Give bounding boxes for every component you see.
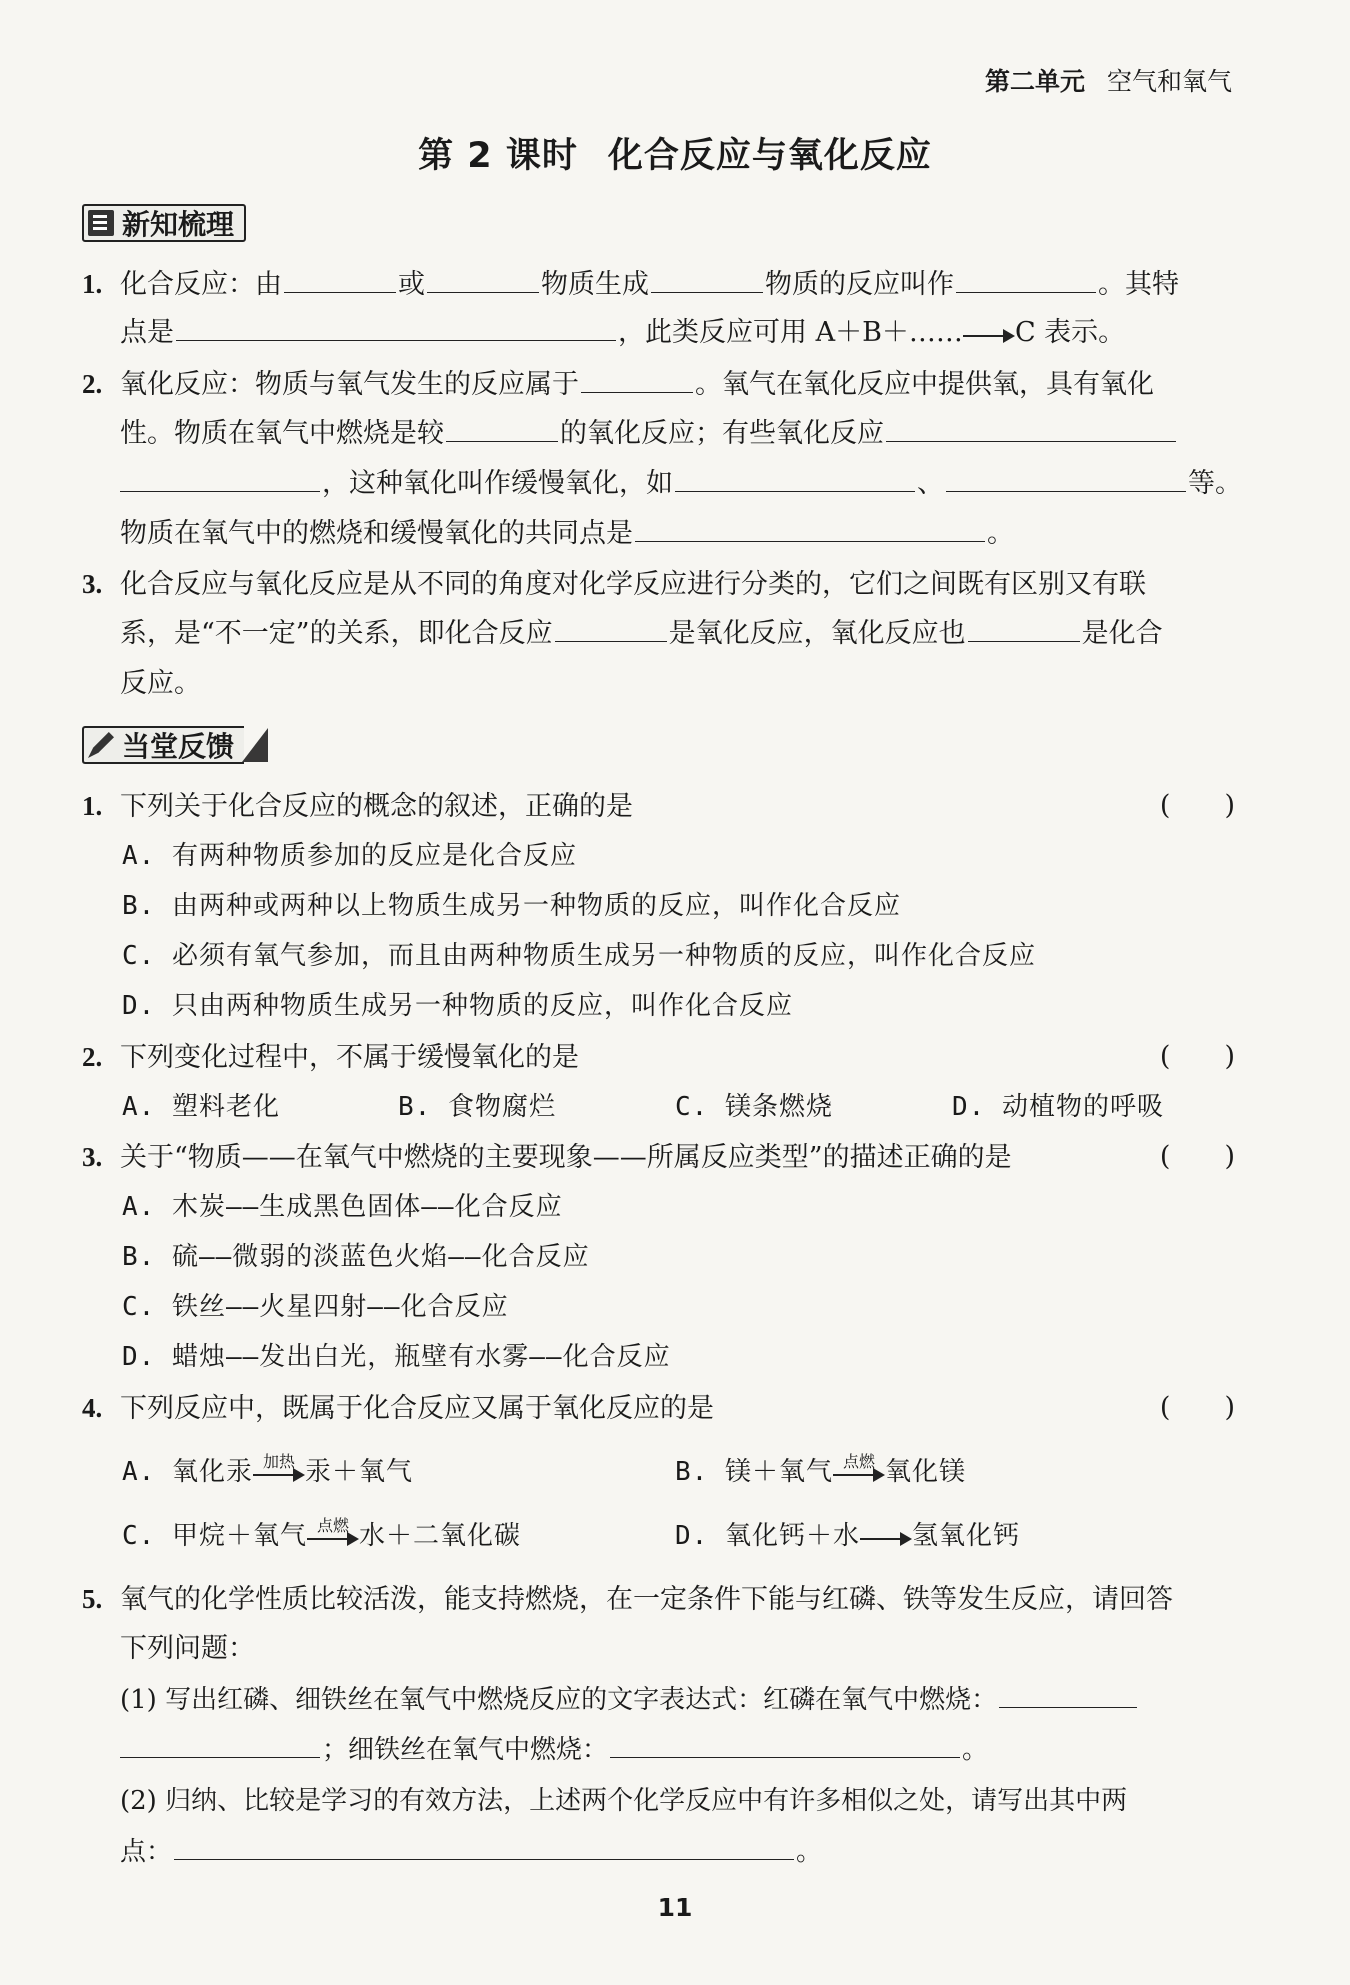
reaction-arrow-icon xyxy=(253,1451,305,1486)
knowledge-item-3-line1 xyxy=(82,564,1146,605)
question-number: 1. xyxy=(82,791,103,821)
knowledge-item-3-line2 xyxy=(120,614,1163,654)
q3-option-a[interactable]: A. 木炭——生成黑色固体——化合反应 xyxy=(122,1192,563,1222)
q2-option-b[interactable]: B. 食物腐烂 xyxy=(398,1092,556,1122)
question-4-stem xyxy=(82,1388,714,1429)
text: 或 xyxy=(398,269,425,300)
text: 物质的反应叫作 xyxy=(765,269,954,300)
question-5-part2-line1: (2) 归纳、比较是学习的有效方法，上述两个化学反应中有许多相似之处，请写出其中两 xyxy=(120,1786,1128,1816)
q4-option-b[interactable] xyxy=(675,1452,966,1492)
q3-option-b[interactable]: B. 硫——微弱的淡蓝色火焰——化合反应 xyxy=(122,1242,590,1272)
answer-blank[interactable] xyxy=(956,266,1096,293)
reactant: C. 甲烷＋氧气 xyxy=(122,1521,307,1551)
page-number: 11 xyxy=(657,1893,693,1922)
text: 。 xyxy=(987,518,1014,549)
text: 。氧气在氧化反应中提供氧，具有氧化 xyxy=(695,369,1154,400)
question-5-part1-line1 xyxy=(120,1680,1139,1720)
knowledge-item-1-line2 xyxy=(120,313,1125,353)
knowledge-item-2-line4 xyxy=(120,514,1014,554)
q4-option-a[interactable] xyxy=(122,1452,413,1492)
answer-blank[interactable] xyxy=(675,465,915,492)
q1-option-c[interactable]: C. 必须有氧气参加，而且由两种物质生成另一种物质的反应，叫作化合反应 xyxy=(122,941,1036,971)
text: 。其特 xyxy=(1098,269,1179,300)
text: ；细铁丝在氧气中燃烧： xyxy=(322,1735,609,1765)
answer-blank[interactable] xyxy=(581,366,693,393)
question-text: 氧气的化学性质比较活泼，能支持燃烧，在一定条件下能与红磷、铁等发生反应，请回答 xyxy=(120,1584,1173,1615)
section-new-knowledge xyxy=(82,204,246,242)
question-5-part2-line2 xyxy=(120,1832,822,1872)
knowledge-item-2-line1 xyxy=(82,364,1154,405)
q1-option-a[interactable]: A. 有两种物质参加的反应是化合反应 xyxy=(122,841,577,871)
q4-option-d[interactable] xyxy=(675,1516,1020,1556)
answer-blank[interactable] xyxy=(610,1731,960,1758)
text: 是氧化反应，氧化反应也 xyxy=(668,618,966,649)
reaction-arrow-icon xyxy=(963,321,1015,347)
question-number: 3. xyxy=(82,1142,103,1172)
text: 、 xyxy=(917,468,944,499)
text: (1) 写出红磷、细铁丝在氧气中燃烧反应的文字表达式：红磷在氧气中燃烧： xyxy=(120,1685,998,1715)
knowledge-item-2-line3 xyxy=(120,464,1242,504)
question-5-stem-line2: 下列问题： xyxy=(120,1633,255,1664)
knowledge-item-2-line2 xyxy=(120,414,1178,454)
product: 氧化镁 xyxy=(884,1457,966,1487)
reactant: B. 镁＋氧气 xyxy=(675,1457,833,1487)
notebook-icon xyxy=(88,210,114,236)
title-topic: 化合反应与氧化反应 xyxy=(607,136,932,176)
answer-blank[interactable] xyxy=(446,415,558,442)
q4-option-c[interactable] xyxy=(122,1516,521,1556)
section-label: 新知梳理 xyxy=(122,208,235,241)
answer-blank[interactable] xyxy=(120,465,320,492)
reaction-arrow-icon xyxy=(860,1524,912,1550)
text: 的氧化反应；有些氧化反应 xyxy=(560,418,884,449)
section-feedback xyxy=(82,726,268,764)
product: 汞＋氧气 xyxy=(304,1457,413,1487)
reaction-condition: 加热 xyxy=(262,1451,295,1471)
answer-blank[interactable] xyxy=(968,615,1080,642)
reaction-arrow-icon xyxy=(307,1515,359,1550)
answer-blank[interactable] xyxy=(886,415,1176,442)
text: 性。物质在氧气中燃烧是较 xyxy=(120,418,444,449)
q1-option-b[interactable]: B. 由两种或两种以上物质生成另一种物质的反应，叫作化合反应 xyxy=(122,891,901,921)
answer-paren[interactable]: ( ) xyxy=(1159,1041,1235,1072)
text: 化合反应：由 xyxy=(120,269,282,300)
answer-blank[interactable] xyxy=(999,1681,1137,1708)
page-title xyxy=(0,128,1350,178)
running-header xyxy=(985,62,1232,98)
text: 化合反应与氧化反应是从不同的角度对化学反应进行分类的，它们之间既有区别又有联 xyxy=(120,569,1146,600)
answer-blank[interactable] xyxy=(176,314,616,341)
reactant: A. 氧化汞 xyxy=(122,1457,253,1487)
text: 反应。 xyxy=(120,668,201,699)
text: C 表示。 xyxy=(1014,317,1126,348)
answer-paren[interactable]: ( ) xyxy=(1159,790,1235,821)
text: 。 xyxy=(962,1735,989,1765)
question-1-stem xyxy=(82,786,633,827)
answer-blank[interactable] xyxy=(946,465,1186,492)
question-text: 下列反应中，既属于化合反应又属于氧化反应的是 xyxy=(120,1393,714,1424)
answer-paren[interactable]: ( ) xyxy=(1159,1392,1235,1423)
q3-option-c[interactable]: C. 铁丝——火星四射——化合反应 xyxy=(122,1292,509,1322)
question-text: 下列变化过程中，不属于缓慢氧化的是 xyxy=(120,1042,579,1073)
text: 点： xyxy=(120,1837,173,1867)
answer-blank[interactable] xyxy=(284,266,396,293)
question-text: 下列关于化合反应的概念的叙述，正确的是 xyxy=(120,791,633,822)
question-number: 2. xyxy=(82,1042,103,1072)
question-5-part1-line2 xyxy=(120,1730,988,1770)
question-2-stem xyxy=(82,1037,579,1078)
answer-blank[interactable] xyxy=(635,515,985,542)
item-number: 3. xyxy=(82,569,103,599)
text: ，这种氧化叫作缓慢氧化，如 xyxy=(322,468,673,499)
text: 系，是“不一定”的关系，即化合反应 xyxy=(120,618,553,649)
item-number: 1. xyxy=(82,269,103,299)
text: 。 xyxy=(796,1837,823,1867)
pencil-icon xyxy=(88,732,114,758)
answer-paren[interactable]: ( ) xyxy=(1159,1141,1235,1172)
product: 氢氧化钙 xyxy=(911,1521,1020,1551)
text: 物质生成 xyxy=(541,269,649,300)
text: 氧化反应：物质与氧气发生的反应属于 xyxy=(120,369,579,400)
knowledge-item-1-line1 xyxy=(82,264,1179,305)
answer-blank[interactable] xyxy=(555,615,667,642)
reactant: D. 氧化钙＋水 xyxy=(675,1521,860,1551)
answer-blank[interactable] xyxy=(120,1731,320,1758)
question-number: 5. xyxy=(82,1584,103,1614)
text: 物质在氧气中的燃烧和缓慢氧化的共同点是 xyxy=(120,518,633,549)
question-text: 关于“物质——在氧气中燃烧的主要现象——所属反应类型”的描述正确的是 xyxy=(120,1142,1012,1173)
q2-option-d[interactable]: D. 动植物的呼吸 xyxy=(952,1092,1164,1122)
reaction-arrow-icon xyxy=(833,1451,885,1486)
product: 水＋二氧化碳 xyxy=(358,1521,521,1551)
header-topic: 空气和氧气 xyxy=(1106,67,1232,96)
q2-option-a[interactable]: A. 塑料老化 xyxy=(122,1092,280,1122)
text: ，此类反应可用 A＋B＋…… xyxy=(618,317,963,348)
reaction-condition: 点燃 xyxy=(842,1451,875,1471)
q2-option-c[interactable]: C. 镁条燃烧 xyxy=(675,1092,833,1122)
section-tab-tail xyxy=(242,728,268,762)
header-unit: 第二单元 xyxy=(984,67,1085,96)
text: 是化合 xyxy=(1081,618,1163,649)
title-lesson: 第 2 课时 xyxy=(418,136,578,176)
question-3-stem xyxy=(82,1137,1012,1178)
text: 点是 xyxy=(120,317,174,348)
answer-blank[interactable] xyxy=(174,1833,794,1860)
section-label: 当堂反馈 xyxy=(122,730,235,763)
q1-option-d[interactable]: D. 只由两种物质生成另一种物质的反应，叫作化合反应 xyxy=(122,991,793,1021)
item-number: 2. xyxy=(82,369,103,399)
question-number: 4. xyxy=(82,1393,103,1423)
knowledge-item-3-line3 xyxy=(120,664,201,704)
q3-option-d[interactable]: D. 蜡烛——发出白光，瓶壁有水雾——化合反应 xyxy=(122,1342,671,1372)
question-5-stem-line1 xyxy=(82,1579,1173,1620)
answer-blank[interactable] xyxy=(651,266,763,293)
text: 等。 xyxy=(1188,468,1242,499)
answer-blank[interactable] xyxy=(427,266,539,293)
reaction-condition: 点燃 xyxy=(316,1515,349,1535)
